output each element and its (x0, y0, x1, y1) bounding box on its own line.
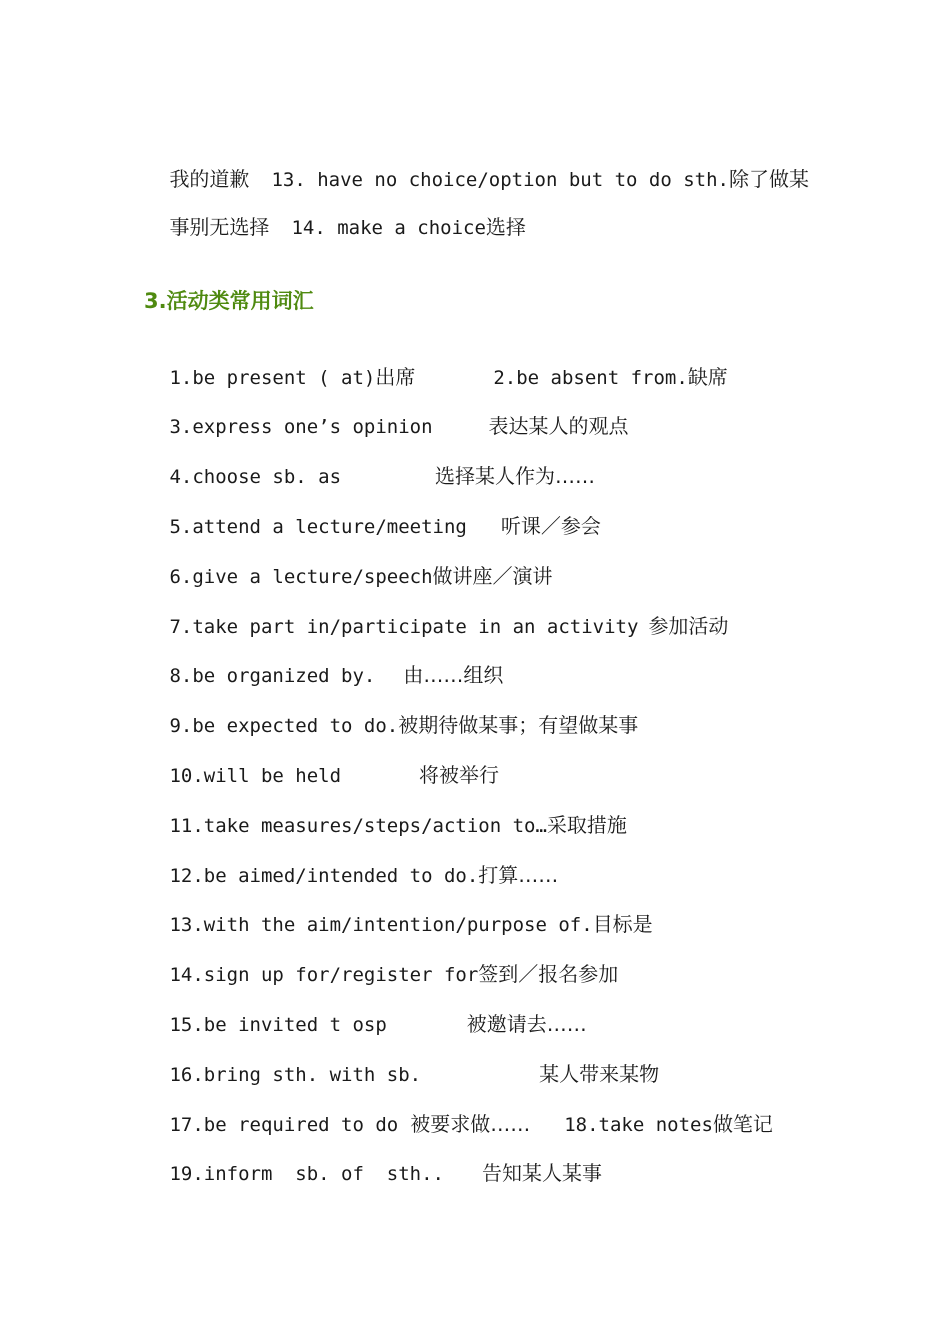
item-cn: 选择某人作为…… (435, 464, 596, 488)
item-cn-2: 缺席 (687, 365, 728, 389)
item-cn: 由……组织 (403, 663, 504, 687)
item-en: 3.express one’s opinion (169, 416, 433, 438)
item-en: 4.choose sb. as (169, 466, 342, 488)
item-cn: 将被举行 (419, 763, 500, 787)
item-en: 1.be present ( at) (169, 367, 376, 389)
item-en: 16.bring sth. with sb. (169, 1064, 422, 1086)
item-cn-2: 做笔记 (712, 1112, 773, 1136)
item-cn: 告知某人某事 (481, 1161, 602, 1185)
intro-cn-d: 选择 (485, 215, 526, 239)
intro-en-2: 14. make a choice (291, 217, 486, 239)
intro-cn-c: 事别无选择 (169, 215, 270, 239)
item-cn: 某人带来某物 (539, 1062, 660, 1086)
item-en: 10.will be held (169, 765, 342, 787)
item-en: 13.with the aim/intention/purpose of. (169, 914, 593, 936)
item-en: 8.be organized by. (169, 665, 376, 687)
item-en: 11.take measures/steps/action to… (169, 815, 547, 837)
item-en: 14.sign up for/register for (169, 964, 479, 986)
item-en: 9.be expected to do. (169, 715, 399, 737)
item-cn: 被期待做某事；有望做某事 (398, 713, 639, 737)
item-cn: 签到／报名参加 (478, 962, 619, 986)
item-cn: 听课／参会 (500, 514, 601, 538)
item-en: 12.be aimed/intended to do. (169, 865, 479, 887)
list-item (144, 1134, 602, 1213)
item-cn: 出席 (375, 365, 416, 389)
item-en: 15.be invited t osp (169, 1014, 387, 1036)
item-en-2: 2.be absent from. (493, 367, 688, 389)
intro-line-2 (144, 188, 526, 267)
item-cn: 打算…… (478, 863, 559, 887)
item-cn: 参加活动 (648, 614, 729, 638)
item-cn: 做讲座／演讲 (432, 564, 553, 588)
intro-en: 13. have no choice/option but to do sth. (271, 169, 729, 191)
item-en: 19.inform sb. of sth.. (169, 1163, 444, 1185)
item-cn: 被邀请去…… (466, 1012, 587, 1036)
item-en: 5.attend a lecture/meeting (169, 516, 467, 538)
item-cn: 被要求做…… (410, 1112, 531, 1136)
section-title: 3.活动类常用词汇 (144, 289, 314, 313)
item-cn: 表达某人的观点 (488, 414, 629, 438)
item-en: 6.give a lecture/speech (169, 566, 433, 588)
item-cn: 采取措施 (546, 813, 627, 837)
item-en-2: 18.take notes (564, 1114, 713, 1136)
intro-cn-a: 我的道歉 (169, 167, 250, 191)
intro-cn-b: 除了做某 (729, 167, 809, 191)
item-en: 17.be required to do (169, 1114, 399, 1136)
item-en: 7.take part in/participate in an activity (169, 616, 639, 638)
item-cn: 目标是 (592, 912, 653, 936)
